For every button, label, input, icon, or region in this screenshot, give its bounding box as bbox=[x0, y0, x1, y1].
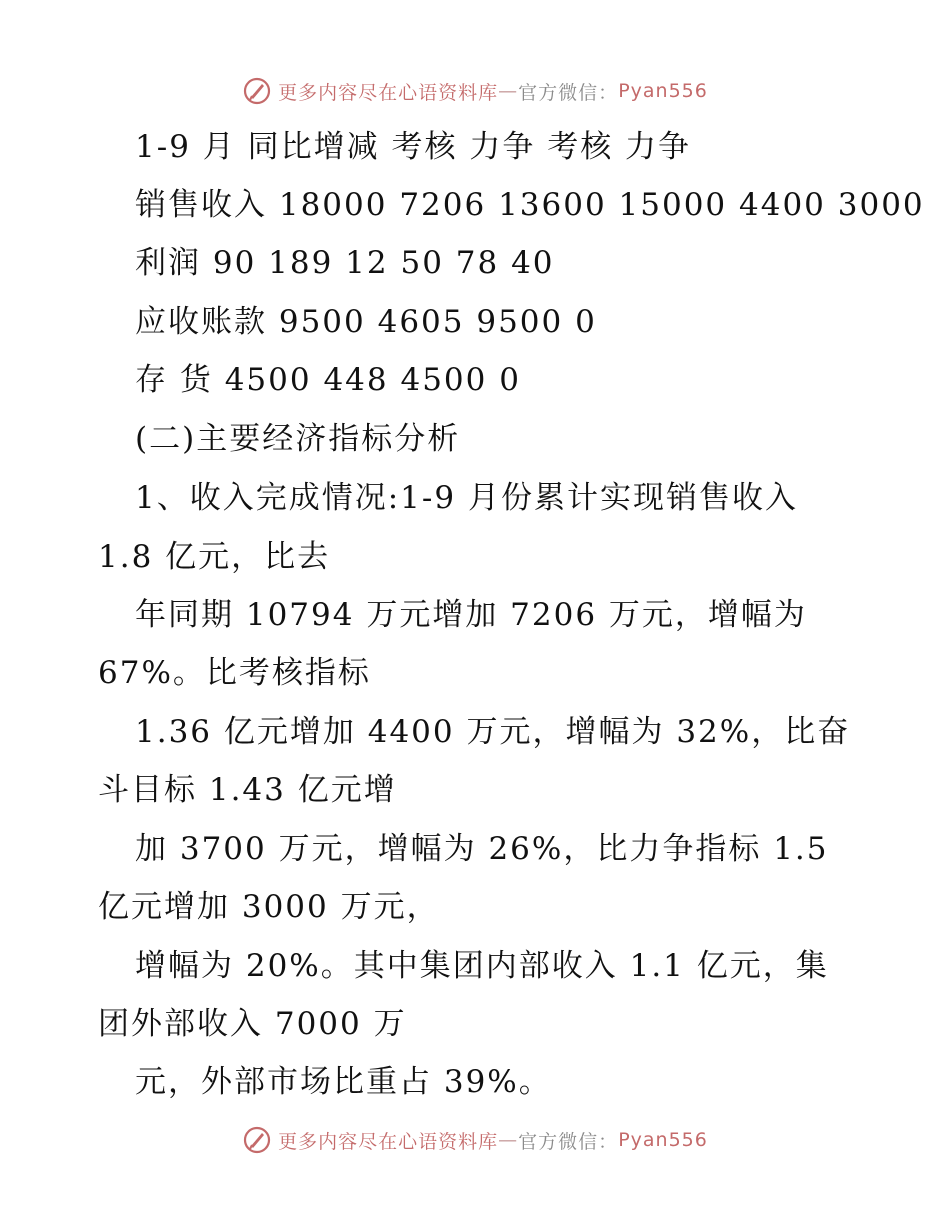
paragraph-line: 元，外部市场比重占 39%。 bbox=[135, 1064, 552, 1100]
paragraph-line: 团外部收入 7000 万 bbox=[98, 1006, 407, 1042]
paragraph-line: 1、收入完成情况:1-9 月份累计实现销售收入 bbox=[135, 480, 798, 516]
watermark-wechat-id: Pyan556 bbox=[618, 80, 708, 102]
paragraph-line: 年同期 10794 万元增加 7206 万元，增幅为 bbox=[135, 597, 807, 633]
section-title: (二)主要经济指标分析 bbox=[135, 421, 461, 457]
paragraph-line: 亿元增加 3000 万元， bbox=[98, 889, 440, 925]
table-header: 1-9 月 同比增减 考核 力争 考核 力争 bbox=[135, 129, 692, 165]
table-row: 存 货 4500 448 4500 0 bbox=[135, 362, 521, 398]
paragraph-line: 加 3700 万元，增幅为 26%，比力争指标 1.5 bbox=[135, 831, 829, 867]
watermark-wechat-id: Pyan556 bbox=[618, 1129, 708, 1151]
paragraph-line: 67%。比考核指标 bbox=[98, 655, 371, 691]
watermark-dash: — bbox=[498, 80, 519, 102]
quill-pen-icon bbox=[242, 76, 272, 106]
watermark-banner-bottom bbox=[0, 1120, 950, 1160]
watermark-text: 更多内容尽在心语资料库 bbox=[278, 81, 499, 104]
watermark-banner-top bbox=[0, 71, 950, 111]
paragraph-line: 增幅为 20%。其中集团内部收入 1.1 亿元，集 bbox=[135, 948, 829, 984]
table-row: 应收账款 9500 4605 9500 0 bbox=[135, 304, 597, 340]
paragraph-line: 1.8 亿元，比去 bbox=[98, 539, 331, 575]
watermark-dash: — bbox=[498, 1129, 519, 1151]
table-row: 销售收入 18000 7206 13600 15000 4400 3000 bbox=[135, 187, 925, 223]
paragraph-line: 1.36 亿元增加 4400 万元，增幅为 32%，比奋 bbox=[135, 714, 851, 750]
watermark-official-label: 官方微信： bbox=[518, 81, 619, 104]
table-row: 利润 90 189 12 50 78 40 bbox=[135, 245, 555, 281]
quill-pen-icon bbox=[242, 1125, 272, 1155]
paragraph-line: 斗目标 1.43 亿元增 bbox=[98, 772, 397, 808]
watermark-official-label: 官方微信： bbox=[518, 1130, 619, 1153]
watermark-text: 更多内容尽在心语资料库 bbox=[278, 1130, 499, 1153]
